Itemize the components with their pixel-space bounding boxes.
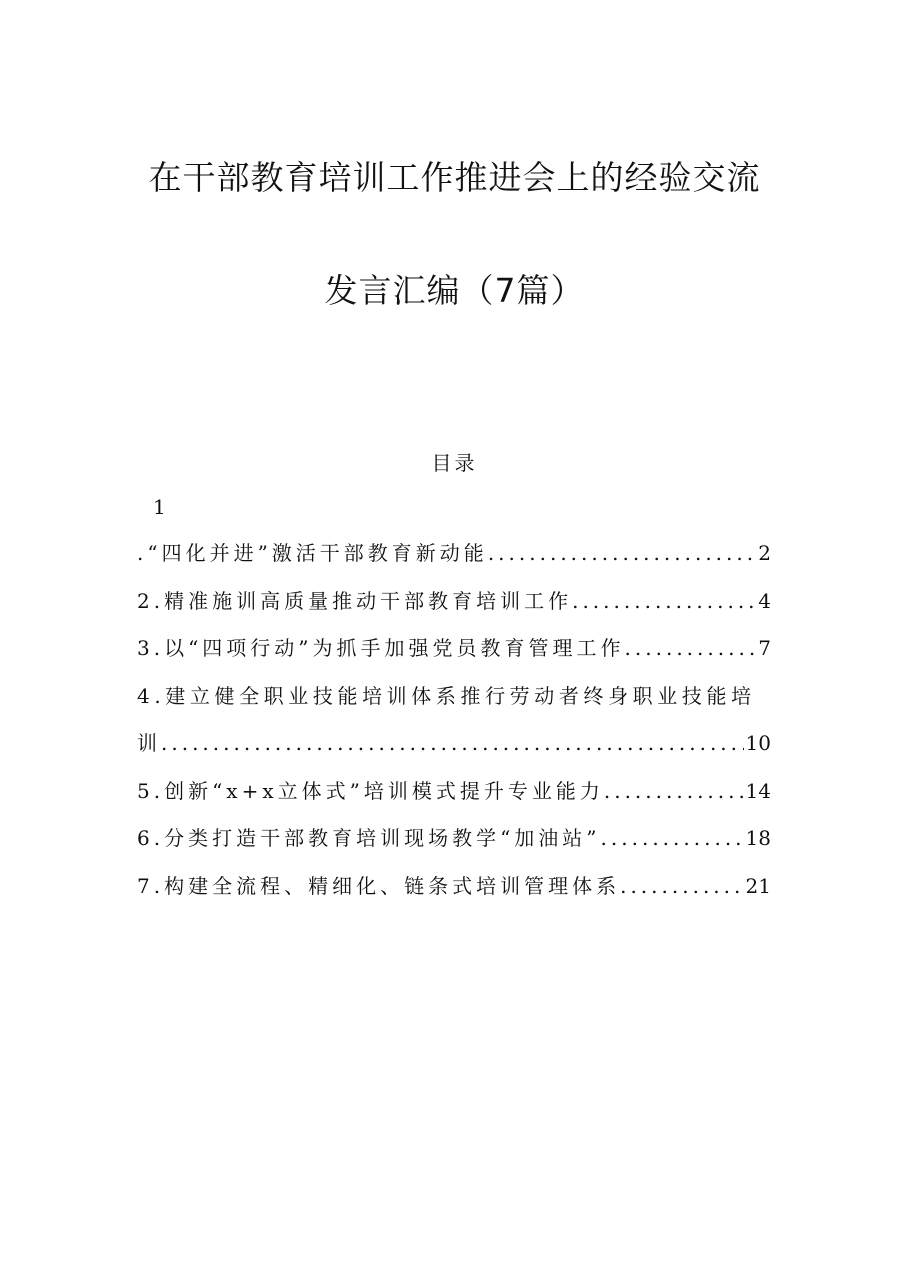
- toc-entry-page: 2: [758, 541, 771, 565]
- toc-dot-leader: [604, 779, 744, 803]
- toc-dot-leader: [601, 826, 744, 850]
- toc-entry-page: 18: [745, 826, 771, 850]
- toc-entry-text: 2.精准施训高质量推动干部教育培训工作: [137, 588, 573, 613]
- toc-dot-leader: [620, 874, 743, 898]
- toc-entry-text: 3.以“四项行动”为抓手加强党员教育管理工作: [137, 636, 625, 660]
- toc-entry-text: 7.构建全流程、精细化、链条式培训管理体系: [137, 873, 621, 898]
- toc-entry[interactable]: [137, 585, 771, 633]
- toc-entry-page: 10: [745, 731, 771, 755]
- toc-leading-number: 1: [153, 495, 166, 519]
- toc-entry[interactable]: [137, 680, 771, 728]
- toc-entry-text: 训: [137, 731, 161, 755]
- toc-entry-text: 5.创新“x+x立体式”培训模式提升专业能力: [137, 778, 604, 803]
- toc-entry-page: 7: [758, 636, 771, 660]
- toc-entry-page: 21: [745, 873, 771, 898]
- toc-entry[interactable]: [137, 537, 771, 585]
- toc-heading: 目录: [431, 451, 478, 475]
- toc-dot-leader: [161, 731, 744, 755]
- toc-dot-leader: [625, 636, 757, 660]
- toc-entry[interactable]: [137, 775, 771, 823]
- toc-entry-page: 14: [745, 778, 771, 803]
- table-of-contents: [137, 537, 771, 917]
- toc-dot-leader: [572, 589, 756, 613]
- toc-entry-text: .“四化并进”激活干部教育新动能: [137, 541, 488, 565]
- toc-entry-page: 4: [758, 588, 771, 613]
- document-title-line-1: 在干部教育培训工作推进会上的经验交流: [148, 158, 761, 197]
- toc-dot-leader: [488, 541, 756, 565]
- toc-entry[interactable]: [137, 822, 771, 870]
- toc-entry-text: 4.建立健全职业技能培训体系推行劳动者终身职业技能培: [137, 683, 756, 708]
- toc-entry-text: 6.分类打造干部教育培训现场教学“加油站”: [137, 826, 601, 850]
- toc-entry[interactable]: [137, 632, 771, 680]
- toc-entry[interactable]: [137, 727, 771, 775]
- toc-entry[interactable]: [137, 870, 771, 918]
- document-title-line-2: 发言汇编（7篇）: [324, 271, 585, 310]
